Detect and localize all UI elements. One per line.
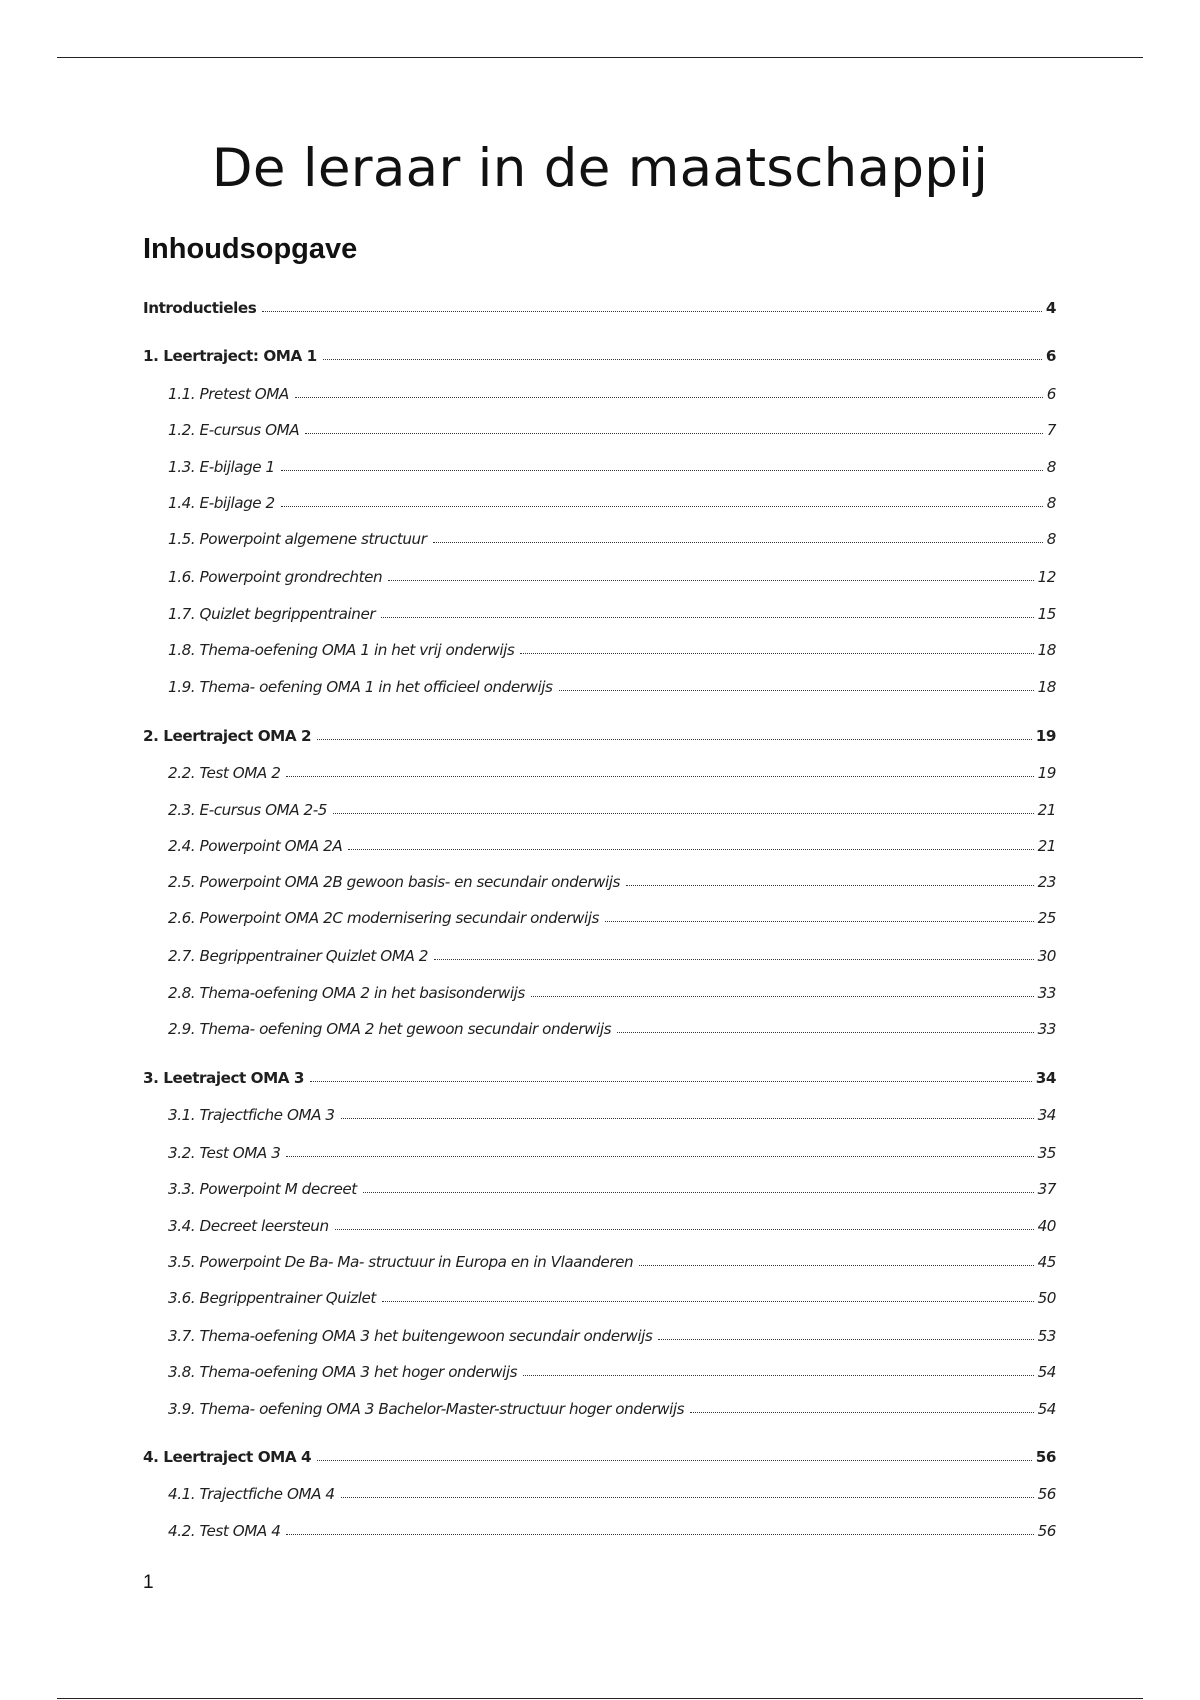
toc-entry-page: 50 [1037, 1289, 1056, 1307]
dot-leader [639, 1265, 1033, 1266]
toc-entry-page: 18 [1037, 678, 1056, 696]
dot-leader [605, 921, 1034, 922]
toc-entry-label: 3. Leetraject OMA 3 [143, 1069, 305, 1087]
toc-entry-page: 4 [1045, 299, 1056, 317]
toc-entry-label: 3.4. Decreet leersteun [168, 1217, 329, 1235]
dot-leader [286, 776, 1033, 777]
toc-entry-label: 3.8. Thema-oefening OMA 3 het hoger onderwijs [168, 1363, 518, 1381]
toc-entry-label: 4.1. Trajectfiche OMA 4 [168, 1485, 335, 1503]
dot-leader [286, 1534, 1033, 1535]
toc-entry[interactable] [143, 1447, 1056, 1469]
toc-entry[interactable] [168, 872, 1056, 894]
toc-entry[interactable] [168, 1326, 1056, 1348]
dot-leader [281, 470, 1043, 471]
toc-entry-page: 18 [1037, 641, 1056, 659]
dot-leader [305, 433, 1043, 434]
toc-entry-page: 21 [1037, 801, 1056, 819]
toc-entry-page: 23 [1037, 873, 1056, 891]
toc-entry-label: 4.2. Test OMA 4 [168, 1522, 281, 1540]
toc-entry-label: 3.3. Powerpoint M decreet [168, 1180, 357, 1198]
dot-leader [363, 1192, 1034, 1193]
toc-entry-label: 1.1. Pretest OMA [168, 385, 289, 403]
toc-entry[interactable] [168, 384, 1056, 406]
toc-entry-label: 3.5. Powerpoint De Ba- Ma- structuur in Europa en in Vlaanderen [168, 1253, 634, 1271]
dot-leader [520, 653, 1033, 654]
toc-entry[interactable] [168, 1179, 1056, 1201]
toc-entry[interactable] [168, 983, 1056, 1005]
toc-entry-page: 8 [1046, 458, 1056, 476]
toc-entry-page: 15 [1037, 605, 1056, 623]
toc-entry-page: 8 [1046, 530, 1056, 548]
dot-leader [626, 885, 1034, 886]
dot-leader [658, 1339, 1033, 1340]
dot-leader [381, 617, 1033, 618]
toc-entry[interactable] [168, 677, 1056, 699]
dot-leader [323, 359, 1042, 360]
toc-entry[interactable] [143, 726, 1056, 748]
dot-leader [335, 1229, 1034, 1230]
toc-entry-page: 33 [1037, 1020, 1056, 1038]
toc-entry-label: 1.3. E-bijlage 1 [168, 458, 275, 476]
dot-leader [341, 1497, 1034, 1498]
toc-entry[interactable] [168, 640, 1056, 662]
toc-entry-label: 3.7. Thema-oefening OMA 3 het buitengewoon secundair onderwijs [168, 1327, 653, 1345]
toc-entry[interactable] [143, 346, 1056, 368]
toc-entry-label: 2. Leertraject OMA 2 [143, 727, 312, 745]
toc-entry-page: 12 [1037, 568, 1056, 586]
toc-entry[interactable] [168, 1216, 1056, 1238]
dot-leader [333, 813, 1034, 814]
toc-entry-page: 56 [1037, 1522, 1056, 1540]
toc-entry-label: 2.4. Powerpoint OMA 2A [168, 837, 343, 855]
dot-leader [617, 1032, 1034, 1033]
toc-entry-label: 1.2. E-cursus OMA [168, 421, 300, 439]
toc-entry-label: 1.6. Powerpoint grondrechten [168, 568, 383, 586]
dot-leader [317, 1460, 1032, 1461]
toc-entry-label: 2.2. Test OMA 2 [168, 764, 281, 782]
dot-leader [317, 739, 1032, 740]
toc-entry-label: 1.5. Powerpoint algemene structuur [168, 530, 427, 548]
dot-leader [388, 580, 1033, 581]
toc-entry-page: 33 [1037, 984, 1056, 1002]
toc-entry[interactable] [168, 1362, 1056, 1384]
dot-leader [262, 311, 1042, 312]
toc-entry-label: 2.7. Begrippentrainer Quizlet OMA 2 [168, 947, 428, 965]
toc-entry[interactable] [143, 1068, 1056, 1090]
toc-entry-page: 35 [1037, 1144, 1056, 1162]
toc-entry-page: 37 [1037, 1180, 1056, 1198]
toc-entry-page: 25 [1037, 909, 1056, 927]
toc-entry[interactable] [143, 298, 1056, 320]
toc-entry-label: 2.6. Powerpoint OMA 2C modernisering secundair onderwijs [168, 909, 599, 927]
toc-entry[interactable] [168, 763, 1056, 785]
toc-entry-label: 2.8. Thema-oefening OMA 2 in het basisonderwijs [168, 984, 525, 1002]
toc-entry[interactable] [168, 604, 1056, 626]
toc-entry-page: 45 [1037, 1253, 1056, 1271]
toc-entry[interactable] [168, 836, 1056, 858]
document-title: De leraar in de maatschappij [211, 138, 989, 199]
toc-entry-page: 53 [1037, 1327, 1056, 1345]
toc-entry[interactable] [168, 420, 1056, 442]
dot-leader [531, 996, 1034, 997]
toc-entry-page: 34 [1037, 1106, 1056, 1124]
toc-entry-page: 7 [1046, 421, 1056, 439]
toc-entry-page: 56 [1037, 1485, 1056, 1503]
toc-entry[interactable] [168, 946, 1056, 968]
toc-entry[interactable] [168, 908, 1056, 930]
toc-entry[interactable] [168, 529, 1056, 551]
toc-entry[interactable] [168, 1484, 1056, 1506]
footer-rule [57, 1698, 1143, 1699]
toc-entry[interactable] [168, 800, 1056, 822]
toc-entry[interactable] [168, 1399, 1056, 1421]
toc-entry-page: 19 [1035, 727, 1056, 745]
dot-leader [348, 849, 1033, 850]
toc-entry-page: 56 [1035, 1448, 1056, 1466]
toc-entry[interactable] [168, 1288, 1056, 1310]
toc-entry-label: 4. Leertraject OMA 4 [143, 1448, 312, 1466]
dot-leader [690, 1412, 1033, 1413]
toc-entry-page: 34 [1035, 1069, 1056, 1087]
toc-entry[interactable] [168, 1252, 1056, 1274]
dot-leader [281, 506, 1043, 507]
toc-entry-page: 6 [1045, 347, 1056, 365]
toc-entry-label: 2.3. E-cursus OMA 2-5 [168, 801, 328, 819]
toc-entry[interactable] [168, 1143, 1056, 1165]
dot-leader [341, 1118, 1034, 1119]
toc-entry-label: 1.8. Thema-oefening OMA 1 in het vrij onderwijs [168, 641, 515, 659]
toc-entry-page: 6 [1046, 385, 1056, 403]
dot-leader [286, 1156, 1033, 1157]
toc-entry[interactable] [168, 1105, 1056, 1127]
toc-entry[interactable] [168, 1019, 1056, 1041]
dot-leader [434, 959, 1034, 960]
page-number: 1 [143, 1572, 154, 1593]
dot-leader [433, 542, 1043, 543]
toc-entry-page: 30 [1037, 947, 1056, 965]
toc-entry-page: 8 [1046, 494, 1056, 512]
toc-entry-label: 3.6. Begrippentrainer Quizlet [168, 1289, 376, 1307]
toc-entry[interactable] [168, 1521, 1056, 1543]
toc-entry-page: 54 [1037, 1363, 1056, 1381]
toc-entry-page: 54 [1037, 1400, 1056, 1418]
dot-leader [523, 1375, 1033, 1376]
toc-entry-label: 2.5. Powerpoint OMA 2B gewoon basis- en secundair onderwijs [168, 873, 621, 891]
dot-leader [559, 690, 1034, 691]
toc-entry-label: 3.9. Thema- oefening OMA 3 Bachelor-Master-structuur hoger onderwijs [168, 1400, 685, 1418]
toc-entry-label: 1.4. E-bijlage 2 [168, 494, 275, 512]
toc-entry-label: 3.2. Test OMA 3 [168, 1144, 281, 1162]
toc-entry-label: 1.9. Thema- oefening OMA 1 in het officieel onderwijs [168, 678, 553, 696]
toc-entry-page: 19 [1037, 764, 1056, 782]
toc-entry-label: 2.9. Thema- oefening OMA 2 het gewoon secundair onderwijs [168, 1020, 612, 1038]
toc-entry-label: Introductieles [143, 299, 257, 317]
toc-entry[interactable] [168, 457, 1056, 479]
toc-entry-page: 21 [1037, 837, 1056, 855]
dot-leader [382, 1301, 1034, 1302]
toc-entry[interactable] [168, 567, 1056, 589]
toc-entry-page: 40 [1037, 1217, 1056, 1235]
toc-entry-label: 1. Leertraject: OMA 1 [143, 347, 317, 365]
toc-entry-label: 1.7. Quizlet begrippentrainer [168, 605, 376, 623]
toc-entry-label: 3.1. Trajectfiche OMA 3 [168, 1106, 335, 1124]
dot-leader [310, 1081, 1032, 1082]
dot-leader [295, 397, 1043, 398]
toc-heading: Inhoudsopgave [143, 233, 358, 265]
toc-entry[interactable] [168, 493, 1056, 515]
